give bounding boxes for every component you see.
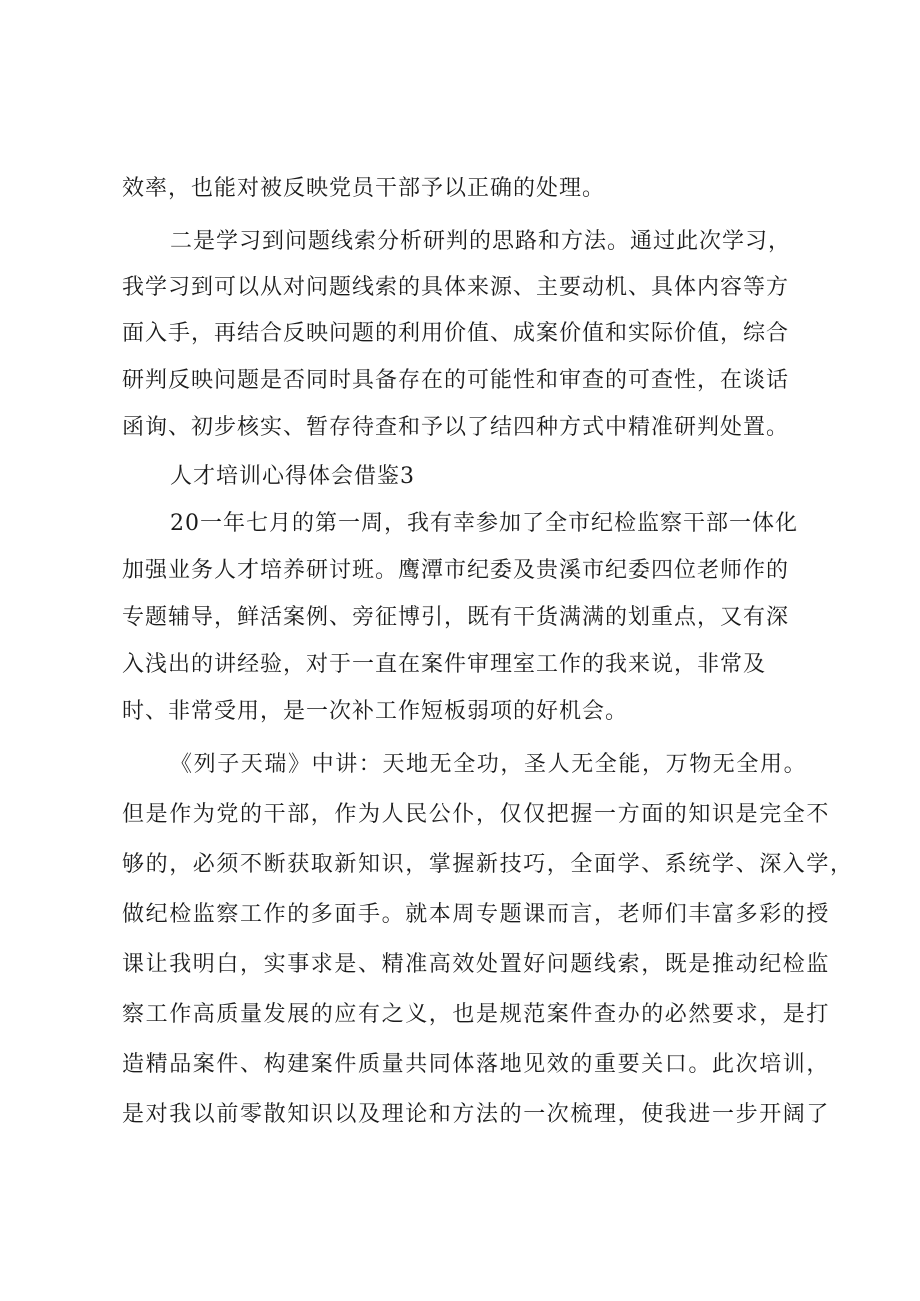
text-line-19: 造精品案件、构建案件质量共同体落地见效的重要关口。此次培训，: [122, 1052, 831, 1077]
text-line-5: 研判反映问题是否同时具备存在的可能性和审查的可查性，在谈话: [122, 368, 790, 393]
text-line-10: 专题辅导，鲜活案例、旁征博引，既有干货满满的划重点，又有深: [122, 605, 790, 630]
text-line-9: 加强业务人才培养研讨班。鹰潭市纪委及贵溪市纪委四位老师作的: [122, 558, 790, 583]
text-line-15: 够的，必须不断获取新知识，掌握新技巧，全面学、系统学、深入学，: [122, 852, 854, 877]
text-line-20: 是对我以前零散知识以及理论和方法的一次梳理，使我进一步开阔了: [122, 1102, 831, 1127]
text-line-11: 入浅出的讲经验，对于一直在案件审理室工作的我来说，非常及: [122, 652, 767, 677]
section-heading: 人才培训心得体会借鉴3: [170, 464, 415, 489]
text-line-1: 效率，也能对被反映党员干部予以正确的处理。: [122, 176, 606, 201]
text-line-12: 时、非常受用，是一次补工作短板弱项的好机会。: [122, 699, 629, 724]
text-line-17: 课让我明白，实事求是、精准高效处置好问题线索，既是推动纪检监: [122, 952, 831, 977]
text-line-3: 我学习到可以从对问题线索的具体来源、主要动机、具体内容等方: [122, 275, 790, 300]
text-line-4: 面入手，再结合反映问题的利用价值、成案价值和实际价值，综合: [122, 321, 790, 346]
text-line-2: 二是学习到问题线索分析研判的思路和方法。通过此次学习，: [170, 229, 792, 254]
text-line-16: 做纪检监察工作的多面手。就本周专题课而言，老师们丰富多彩的授: [122, 902, 831, 927]
text-line-18: 察工作高质量发展的应有之义，也是规范案件查办的必然要求，是打: [122, 1002, 831, 1027]
text-line-6: 函询、初步核实、暂存待查和予以了结四种方式中精准研判处置。: [122, 415, 790, 440]
text-line-14: 但是作为党的干部，作为人民公仆，仅仅把握一方面的知识是完全不: [122, 802, 831, 827]
text-line-13: 《列子天瑞》中讲：天地无全功，圣人无全能，万物无全用。: [170, 752, 808, 777]
text-line-8: 20一年七月的第一周，我有幸参加了全市纪检监察干部一体化: [170, 511, 798, 536]
